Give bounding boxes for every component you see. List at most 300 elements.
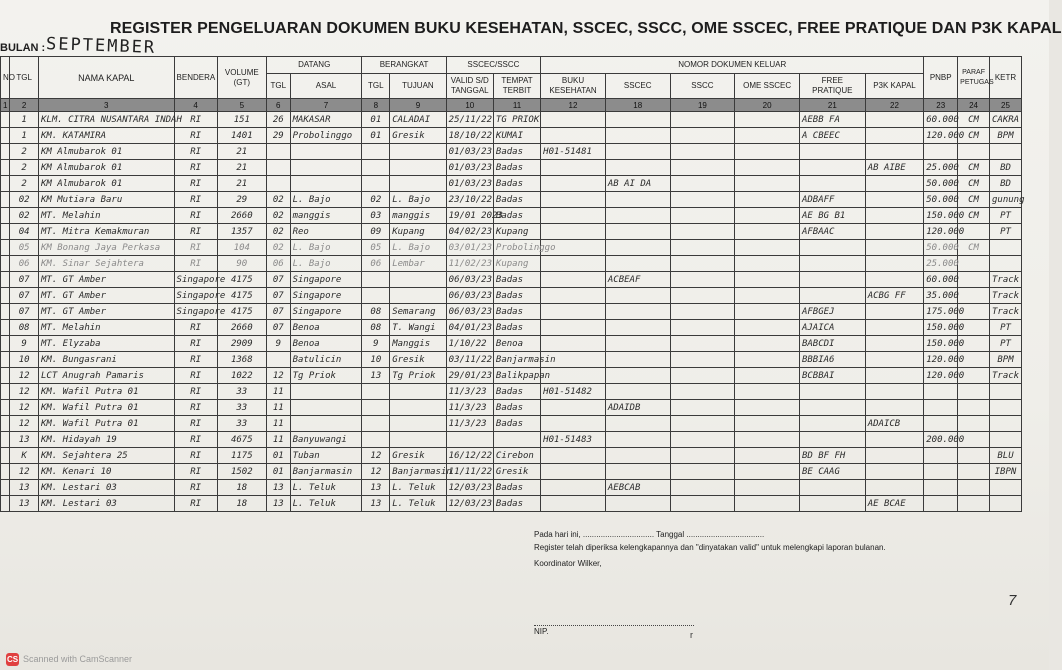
cell-ome — [735, 352, 800, 368]
cell-sscec — [605, 288, 670, 304]
cell-valid: 1/10/22 — [446, 336, 493, 352]
cell-pnbp: 25.000 — [924, 256, 958, 272]
cell-buku — [541, 272, 606, 288]
cell-p3k — [865, 240, 924, 256]
cell-tujuan — [390, 144, 446, 160]
cell-gt: 4175 — [217, 272, 266, 288]
cell-free: AJAICA — [799, 320, 865, 336]
cell-pnbp: 120.000 — [924, 224, 958, 240]
cell-sscec — [605, 240, 670, 256]
cell-sscc — [670, 208, 735, 224]
table-row — [1, 432, 1022, 448]
cell-b-tgl: 06 — [362, 256, 390, 272]
cell-free — [799, 432, 865, 448]
column-number: 1 — [1, 99, 10, 112]
cell-free — [799, 256, 865, 272]
cell-tujuan: L. Bajo — [390, 240, 446, 256]
cell-d-tgl: 9 — [266, 336, 290, 352]
cell-ome — [735, 240, 800, 256]
cell-tempat: Gresik — [493, 464, 540, 480]
column-number: 24 — [958, 99, 990, 112]
table-row — [1, 192, 1022, 208]
cell-sscc — [670, 368, 735, 384]
table-row — [1, 160, 1022, 176]
cell-bendera: RI — [174, 480, 217, 496]
header-berangkat: BERANGKAT — [362, 57, 446, 74]
cell-sscc — [670, 256, 735, 272]
table-row — [1, 256, 1022, 272]
cell-p3k — [865, 112, 924, 128]
cell-p3k — [865, 208, 924, 224]
cell-valid: 11/3/23 — [446, 400, 493, 416]
cell-bendera: Singapore — [174, 304, 217, 320]
cell-no — [1, 160, 10, 176]
cell-sscec — [605, 144, 670, 160]
cell-d-tgl: 07 — [266, 288, 290, 304]
cell-asal — [290, 144, 362, 160]
cell-no — [1, 384, 10, 400]
cell-d-tgl — [266, 176, 290, 192]
header-ome: OME SSCEC — [735, 74, 800, 99]
cell-tujuan: Gresik — [390, 128, 446, 144]
cell-asal: L. Teluk — [290, 496, 362, 512]
cell-tujuan — [390, 384, 446, 400]
cell-valid: 01/03/23 — [446, 160, 493, 176]
cell-nama: KM. Sinar Sejahtera — [38, 256, 174, 272]
cell-valid: 16/12/22 — [446, 448, 493, 464]
column-number: 18 — [605, 99, 670, 112]
cell-d-tgl: 29 — [266, 128, 290, 144]
cell-d-tgl: 02 — [266, 192, 290, 208]
cell-gt: 1357 — [217, 224, 266, 240]
cell-tgl: 13 — [10, 432, 39, 448]
cell-sscec — [605, 432, 670, 448]
cell-tempat: Badas — [493, 208, 540, 224]
cell-p3k — [865, 192, 924, 208]
cell-b-tgl: 08 — [362, 320, 390, 336]
cell-valid: 04/02/23 — [446, 224, 493, 240]
cell-free — [799, 496, 865, 512]
cell-valid: 01/03/23 — [446, 144, 493, 160]
cell-gt: 18 — [217, 480, 266, 496]
footer-koordinator: Koordinator Wilker, — [534, 559, 602, 568]
cell-asal: L. Teluk — [290, 480, 362, 496]
cell-asal: Probolinggo — [290, 128, 362, 144]
cell-p3k: ADAICB — [865, 416, 924, 432]
cell-pnbp — [924, 144, 958, 160]
cell-ketr: Track — [989, 288, 1021, 304]
cell-ome — [735, 144, 800, 160]
table-row — [1, 496, 1022, 512]
cell-tujuan — [390, 160, 446, 176]
cell-free: BE CAAG — [799, 464, 865, 480]
header-tempat: TEMPAT TERBIT — [493, 74, 540, 99]
table-row — [1, 384, 1022, 400]
cell-tujuan — [390, 432, 446, 448]
cell-p3k — [865, 272, 924, 288]
cell-d-tgl: 02 — [266, 208, 290, 224]
cell-sscec — [605, 336, 670, 352]
cell-tgl: 06 — [10, 256, 39, 272]
cell-tgl: 08 — [10, 320, 39, 336]
cell-b-tgl: 9 — [362, 336, 390, 352]
cell-no — [1, 336, 10, 352]
cell-no — [1, 432, 10, 448]
cell-tujuan — [390, 416, 446, 432]
header-paraf: PARAF PETUGAS — [958, 57, 990, 99]
cell-bendera: Singapore — [174, 288, 217, 304]
cell-free: AFBGEJ — [799, 304, 865, 320]
cell-tujuan: Kupang — [390, 224, 446, 240]
cell-buku: H01-51482 — [541, 384, 606, 400]
cell-tgl: 12 — [10, 464, 39, 480]
table-row — [1, 144, 1022, 160]
cell-pnbp: 150.000 — [924, 320, 958, 336]
cell-sscec: AB AI DA — [605, 176, 670, 192]
cell-paraf: CM — [958, 192, 990, 208]
cell-buku — [541, 464, 606, 480]
cell-d-tgl: 01 — [266, 464, 290, 480]
cell-no — [1, 128, 10, 144]
cell-gt: 1502 — [217, 464, 266, 480]
cell-paraf — [958, 144, 990, 160]
header-buku: BUKU KESEHATAN — [541, 74, 606, 99]
cell-sscc — [670, 336, 735, 352]
header-bendera: BENDERA — [174, 57, 217, 99]
cell-sscec — [605, 160, 670, 176]
cell-tgl: 1 — [10, 128, 39, 144]
cell-ketr — [989, 416, 1021, 432]
cell-paraf: CM — [958, 240, 990, 256]
bulan-label: BULAN : — [0, 42, 46, 54]
cell-d-tgl: 12 — [266, 368, 290, 384]
header-sscc: SSCC — [670, 74, 735, 99]
cell-gt: 104 — [217, 240, 266, 256]
cell-paraf — [958, 464, 990, 480]
table-row — [1, 272, 1022, 288]
cell-tujuan: Gresik — [390, 352, 446, 368]
cell-nama: MT. Melahin — [38, 208, 174, 224]
table-row — [1, 288, 1022, 304]
cell-bendera: RI — [174, 320, 217, 336]
cell-paraf — [958, 416, 990, 432]
cell-no — [1, 304, 10, 320]
cell-buku — [541, 304, 606, 320]
register-table — [0, 56, 1025, 512]
table-row — [1, 416, 1022, 432]
column-number: 20 — [735, 99, 800, 112]
cell-buku — [541, 336, 606, 352]
cell-free: BABCDI — [799, 336, 865, 352]
cell-valid: 11/11/22 — [446, 464, 493, 480]
header-p3k: P3K KAPAL — [865, 74, 924, 99]
cell-buku — [541, 448, 606, 464]
cell-pnbp: 35.000 — [924, 288, 958, 304]
cell-sscc — [670, 304, 735, 320]
cell-tempat: Benoa — [493, 336, 540, 352]
cell-paraf — [958, 400, 990, 416]
cell-asal — [290, 160, 362, 176]
cell-bendera: Singapore — [174, 272, 217, 288]
cell-paraf — [958, 496, 990, 512]
cell-tgl: 02 — [10, 192, 39, 208]
page-mark: 7 — [1008, 592, 1017, 609]
cell-sscec — [605, 320, 670, 336]
cell-pnbp: 25.000 — [924, 160, 958, 176]
column-number: 10 — [446, 99, 493, 112]
cell-bendera: RI — [174, 176, 217, 192]
cell-sscec — [605, 224, 670, 240]
cell-free: AEBB FA — [799, 112, 865, 128]
cell-free — [799, 272, 865, 288]
cell-b-tgl — [362, 144, 390, 160]
cell-nama: KM. Lestari 03 — [38, 496, 174, 512]
table-row — [1, 448, 1022, 464]
cell-tempat: Badas — [493, 480, 540, 496]
cell-ketr: BD — [989, 160, 1021, 176]
cell-b-tgl: 13 — [362, 496, 390, 512]
cell-valid: 11/02/23 — [446, 256, 493, 272]
cell-sscc — [670, 496, 735, 512]
cell-tujuan — [390, 272, 446, 288]
cell-ketr: Track — [989, 272, 1021, 288]
cell-free — [799, 288, 865, 304]
cell-tgl: 13 — [10, 496, 39, 512]
cell-ketr: BPM — [989, 352, 1021, 368]
cell-free: BD BF FH — [799, 448, 865, 464]
cell-ome — [735, 464, 800, 480]
cell-nama: KM. Wafil Putra 01 — [38, 384, 174, 400]
cell-gt: 29 — [217, 192, 266, 208]
cell-ketr: PT — [989, 320, 1021, 336]
cell-no — [1, 240, 10, 256]
cell-nama: KM Almubarok 01 — [38, 144, 174, 160]
cell-d-tgl — [266, 352, 290, 368]
cell-d-tgl: 02 — [266, 240, 290, 256]
column-number: 4 — [174, 99, 217, 112]
cell-nama: KM. Wafil Putra 01 — [38, 400, 174, 416]
cell-ketr: Track — [989, 368, 1021, 384]
cell-sscc — [670, 112, 735, 128]
cell-ketr — [989, 496, 1021, 512]
table-row — [1, 208, 1022, 224]
cell-tgl: 02 — [10, 208, 39, 224]
cell-pnbp: 175.000 — [924, 304, 958, 320]
column-number: 6 — [266, 99, 290, 112]
cell-ome — [735, 320, 800, 336]
cell-paraf — [958, 256, 990, 272]
cell-nama: LCT Anugrah Pamaris — [38, 368, 174, 384]
cell-nama: KLM. CITRA NUSANTARA INDAH — [38, 112, 174, 128]
header-tujuan: TUJUAN — [390, 74, 446, 99]
cell-b-tgl: 01 — [362, 112, 390, 128]
cell-p3k — [865, 224, 924, 240]
cell-pnbp: 50.000 — [924, 192, 958, 208]
cell-pnbp — [924, 480, 958, 496]
cell-asal: Reo — [290, 224, 362, 240]
cell-nama: MT. Melahin — [38, 320, 174, 336]
cell-sscc — [670, 464, 735, 480]
cell-nama: KM. Wafil Putra 01 — [38, 416, 174, 432]
cell-ketr — [989, 480, 1021, 496]
cell-sscec: ADAIDB — [605, 400, 670, 416]
cell-ketr — [989, 256, 1021, 272]
cell-tgl: 13 — [10, 480, 39, 496]
cell-no — [1, 272, 10, 288]
cell-tgl: 07 — [10, 288, 39, 304]
cell-gt: 151 — [217, 112, 266, 128]
cell-tgl: 9 — [10, 336, 39, 352]
cell-p3k — [865, 384, 924, 400]
cell-pnbp: 50.000 — [924, 176, 958, 192]
cell-d-tgl: 11 — [266, 384, 290, 400]
header-ketr: KETR — [989, 57, 1021, 99]
cell-gt: 1368 — [217, 352, 266, 368]
cell-free: BBBIA6 — [799, 352, 865, 368]
cell-free: AE BG B1 — [799, 208, 865, 224]
cell-buku: H01-51481 — [541, 144, 606, 160]
cell-buku — [541, 160, 606, 176]
cell-buku — [541, 112, 606, 128]
cell-paraf: CM — [958, 128, 990, 144]
bulan-value: SEPTEMBER — [45, 34, 157, 58]
cell-nama: KM. Bungasrani — [38, 352, 174, 368]
cell-ome — [735, 304, 800, 320]
cell-p3k — [865, 320, 924, 336]
cell-tujuan: Lembar — [390, 256, 446, 272]
cell-sscec — [605, 352, 670, 368]
cell-tgl: 05 — [10, 240, 39, 256]
cell-asal: MAKASAR — [290, 112, 362, 128]
cell-ome — [735, 208, 800, 224]
cell-asal: Banjarmasin — [290, 464, 362, 480]
cell-tujuan: Gresik — [390, 448, 446, 464]
table-row — [1, 128, 1022, 144]
cell-sscc — [670, 176, 735, 192]
cell-b-tgl: 13 — [362, 368, 390, 384]
cell-d-tgl: 07 — [266, 272, 290, 288]
cell-asal: Tuban — [290, 448, 362, 464]
cell-tempat: Probolinggo — [493, 240, 540, 256]
cell-bendera: RI — [174, 192, 217, 208]
cell-valid: 03/11/22 — [446, 352, 493, 368]
cell-tujuan: Tg Priok — [390, 368, 446, 384]
cell-free — [799, 384, 865, 400]
cell-tgl: 10 — [10, 352, 39, 368]
column-number: 11 — [493, 99, 540, 112]
table-row — [1, 336, 1022, 352]
cell-ome — [735, 256, 800, 272]
cell-nama: KM. Kenari 10 — [38, 464, 174, 480]
cell-sscec: ACBEAF — [605, 272, 670, 288]
cell-gt: 1022 — [217, 368, 266, 384]
cell-p3k — [865, 368, 924, 384]
cell-p3k — [865, 336, 924, 352]
cell-p3k — [865, 480, 924, 496]
cell-ome — [735, 176, 800, 192]
table-row — [1, 176, 1022, 192]
cell-pnbp: 50.000 — [924, 240, 958, 256]
cell-asal: L. Bajo — [290, 192, 362, 208]
table-row — [1, 480, 1022, 496]
tick-mark: r — [690, 630, 693, 640]
cell-p3k: AB AIBE — [865, 160, 924, 176]
cell-sscec — [605, 416, 670, 432]
cell-sscc — [670, 384, 735, 400]
cell-tempat: KUMAI — [493, 128, 540, 144]
signature-line — [534, 625, 694, 626]
cell-gt: 90 — [217, 256, 266, 272]
cell-tempat: Badas — [493, 496, 540, 512]
table-row — [1, 304, 1022, 320]
cell-gt: 4675 — [217, 432, 266, 448]
cell-free: BCBBAI — [799, 368, 865, 384]
cell-nama: KM Almubarok 01 — [38, 160, 174, 176]
cell-bendera: RI — [174, 384, 217, 400]
cell-sscc — [670, 352, 735, 368]
cell-buku — [541, 128, 606, 144]
cell-no — [1, 256, 10, 272]
cell-gt: 4175 — [217, 304, 266, 320]
cell-bendera: RI — [174, 224, 217, 240]
cell-p3k — [865, 176, 924, 192]
cell-b-tgl: 01 — [362, 128, 390, 144]
cell-tgl: 2 — [10, 176, 39, 192]
cell-p3k — [865, 144, 924, 160]
cell-pnbp — [924, 384, 958, 400]
cell-paraf: CM — [958, 176, 990, 192]
cell-buku: H01-51483 — [541, 432, 606, 448]
cell-free — [799, 144, 865, 160]
cell-b-tgl — [362, 288, 390, 304]
column-number: 21 — [799, 99, 865, 112]
cell-no — [1, 320, 10, 336]
cell-asal: Tg Priok — [290, 368, 362, 384]
cell-b-tgl — [362, 400, 390, 416]
cell-tujuan — [390, 288, 446, 304]
cell-gt: 1401 — [217, 128, 266, 144]
cell-paraf: CM — [958, 112, 990, 128]
header-nomor-dokumen: NOMOR DOKUMEN KELUAR — [541, 57, 924, 74]
cell-nama: MT. Mitra Kemakmuran — [38, 224, 174, 240]
cell-ome — [735, 112, 800, 128]
cell-sscc — [670, 448, 735, 464]
cell-sscec — [605, 256, 670, 272]
cell-b-tgl: 05 — [362, 240, 390, 256]
cell-tempat: Badas — [493, 192, 540, 208]
cell-asal — [290, 176, 362, 192]
cell-asal: L. Bajo — [290, 240, 362, 256]
cell-ketr: BD — [989, 176, 1021, 192]
cell-valid: 03/01/23 — [446, 240, 493, 256]
cell-asal: L. Bajo — [290, 256, 362, 272]
cell-b-tgl — [362, 272, 390, 288]
cell-no — [1, 400, 10, 416]
column-number: 2 — [10, 99, 39, 112]
cell-sscc — [670, 224, 735, 240]
cell-tgl: 12 — [10, 416, 39, 432]
cell-asal: Singapore — [290, 304, 362, 320]
cell-b-tgl — [362, 416, 390, 432]
cell-p3k: ACBG FF — [865, 288, 924, 304]
cell-buku — [541, 368, 606, 384]
cell-paraf — [958, 272, 990, 288]
table-row — [1, 224, 1022, 240]
cell-d-tgl: 11 — [266, 416, 290, 432]
cell-tujuan — [390, 400, 446, 416]
cell-gt: 21 — [217, 160, 266, 176]
cell-sscc — [670, 480, 735, 496]
